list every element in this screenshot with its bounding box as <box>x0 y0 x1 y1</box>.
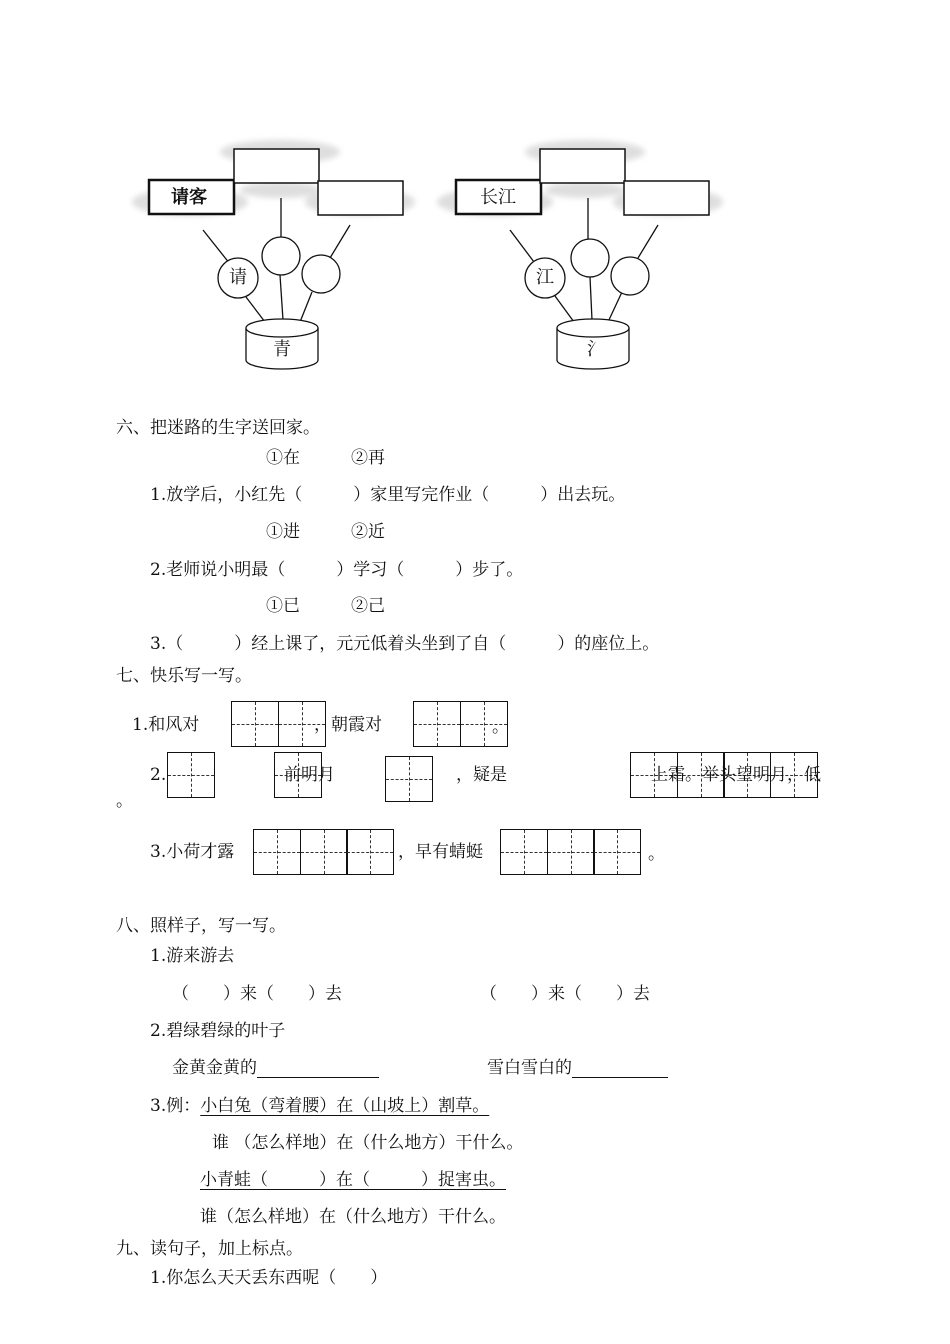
section-8-q1-blank-a[interactable]: （ ）来（ ）去 <box>172 984 342 1004</box>
writing-cell[interactable] <box>167 752 215 798</box>
section-8-q1: 1.游来游去 <box>150 946 235 966</box>
tree2-root-word: 长江 <box>480 187 516 208</box>
writing-cell[interactable] <box>253 829 301 875</box>
section-6-q1: 1.放学后，小红先（ ）家里写完作业（ ）出去玩。 <box>150 485 626 505</box>
section-6-title: 六、把迷路的生字送回家。 <box>116 418 320 438</box>
section-8-q2-a-text: 金黄金黄的 <box>172 1058 257 1078</box>
tree1-blank-box-top <box>234 149 319 183</box>
section-8-q2-b-text: 雪白雪白的 <box>487 1058 572 1078</box>
section-6-q3-options: ①已 ②己 <box>266 596 385 616</box>
tree2-node-blank-1 <box>571 239 609 277</box>
section-8-q3-example-label: 3.例： <box>150 1096 201 1116</box>
section-6-q2: 2.老师说小明最（ ）学习（ ）步了。 <box>150 560 524 580</box>
section-6-q3: 3.（ ）经上课了，元元低着头坐到了自（ ）的座位上。 <box>150 634 660 654</box>
section-7-q2-num: 2. <box>150 765 167 785</box>
section-7-q2-grid-c[interactable] <box>385 756 433 802</box>
section-6-q1-options: ①在 ②再 <box>266 448 385 468</box>
section-9-title: 九、读句子，加上标点。 <box>116 1239 303 1259</box>
section-7-q1-label: 1.和风对 <box>132 715 200 735</box>
answer-line[interactable] <box>572 1059 668 1078</box>
tree2-base-char: 氵 <box>587 339 605 360</box>
section-7-q2-text-a: 前明月 <box>284 765 335 785</box>
section-7-q2-text-b: ，疑是 <box>456 765 507 785</box>
section-7-q1-mid: ，朝霞对 <box>314 715 382 735</box>
writing-cell[interactable] <box>385 756 433 802</box>
section-9-q1: 1.你怎么天天丢东西呢（ ） <box>150 1268 388 1288</box>
tree1-base-char: 青 <box>273 339 291 360</box>
section-7-q3-mid: ，早有蜻蜓 <box>398 842 483 862</box>
writing-cell[interactable] <box>413 701 461 747</box>
tree1-blank-box-right <box>318 181 403 215</box>
section-6-q2-options: ①进 ②近 <box>266 522 385 542</box>
writing-cell[interactable] <box>231 701 279 747</box>
section-7-q1-grid-a[interactable] <box>231 701 326 747</box>
tree1-root-word: 请客 <box>171 187 207 208</box>
section-8-q1-blank-b[interactable]: （ ）来（ ）去 <box>480 984 650 1004</box>
word-tree-diagrams <box>0 0 950 400</box>
section-7-q2-grid-a[interactable] <box>167 752 215 798</box>
section-7-q3-end: 。 <box>648 844 665 864</box>
writing-cell[interactable] <box>547 829 595 875</box>
answer-line[interactable] <box>257 1059 379 1078</box>
writing-cell[interactable] <box>593 829 641 875</box>
section-8-q3-fill[interactable]: 小青蛙（ ）在（ ）捉害虫。 <box>200 1170 506 1190</box>
tree2-blank-box-top <box>540 149 625 183</box>
writing-cell[interactable] <box>500 829 548 875</box>
section-8-q2: 2.碧绿碧绿的叶子 <box>150 1021 286 1041</box>
section-8-q3-pattern-2: 谁（怎么样地）在（什么地方）干什么。 <box>200 1207 506 1227</box>
section-7-q3-label: 3.小荷才露 <box>150 842 235 862</box>
section-8-q3-pattern-1: 谁 （怎么样地）在（什么地方）干什么。 <box>212 1133 524 1153</box>
section-8-q2-a <box>172 1058 379 1078</box>
section-7-q2-end: 。 <box>116 791 133 811</box>
tree2-node-char: 江 <box>536 267 554 288</box>
section-7-q3-grid-b[interactable] <box>500 829 641 875</box>
tree2-blank-box-right <box>624 181 709 215</box>
section-7-q1-end: 。 <box>492 717 509 737</box>
section-8-title: 八、照样子，写一写。 <box>116 916 286 936</box>
writing-cell[interactable] <box>346 829 394 875</box>
tree1-node-char: 请 <box>229 267 247 288</box>
tree1-node-blank-2 <box>302 255 340 293</box>
section-8-q3-example <box>150 1096 489 1116</box>
tree2-node-blank-2 <box>611 257 649 295</box>
section-7-q3-grid-a[interactable] <box>253 829 394 875</box>
tree1-node-blank-1 <box>262 237 300 275</box>
word-tree-1 <box>132 140 415 369</box>
section-7-title: 七、快乐写一写。 <box>116 666 252 686</box>
word-tree-2 <box>437 140 723 369</box>
section-8-q3-example-text: 小白兔（弯着腰）在（山坡上）割草。 <box>200 1096 490 1116</box>
section-8-q2-b <box>487 1058 668 1078</box>
writing-cell[interactable] <box>300 829 348 875</box>
section-7-q2-text-c: 上霜。举头望明月，低 <box>651 765 821 785</box>
